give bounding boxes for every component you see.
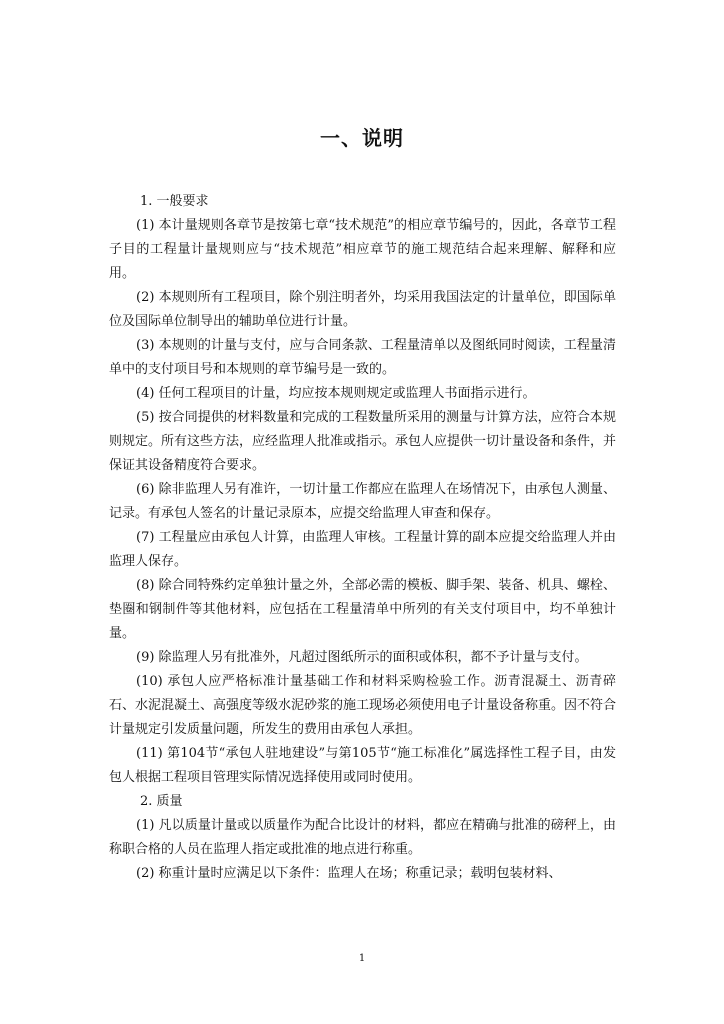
section-heading-general-requirements: 1. 一般要求	[140, 194, 209, 209]
paragraph-9: (9) 除监理人另有批准外，凡超过图纸所示的面积或体积，都不予计量与支付。	[136, 650, 588, 665]
paragraph-5: (5) 按合同提供的材料数量和完成的工程数量所采用的测量与计算方法，应符合本规则规定。所有这些方法，应经监理人批准或指示。承包人应提供一切计量设备和条件，并保证其设备精度符合要求。	[109, 410, 617, 473]
paragraph-4: (4) 任何工程项目的计量，均应按本规则规定或监理人书面指示进行。	[136, 386, 536, 401]
paragraph-2: (2) 本规则所有工程项目，除个别注明者外，均采用我国法定的计量单位，即国际单位及国际单位制导出的辅助单位进行计量。	[109, 290, 616, 329]
page-title: 一、说明	[320, 126, 404, 150]
paragraph-11: (11) 第104节“承包人驻地建设”与第105节“施工标准化”属选择性工程子目，由发包人根据工程项目管理实际情况选择使用或同时使用。	[109, 746, 616, 785]
paragraph-6: (6) 除非监理人另有准许，一切计量工作都应在监理人在场情况下，由承包人测量、记录。有承包人签名的计量记录原本，应提交给监理人审查和保存。	[109, 482, 616, 521]
quality-paragraph-2: (2) 称重计量时应满足以下条件：监理人在场；称重记录；载明包装材料、	[136, 866, 562, 881]
paragraph-10: (10) 承包人应严格标准计量基础工作和材料采购检验工作。沥青混凝土、沥青碎石、水泥混凝土、高强度等级水泥砂浆的施工现场必须使用电子计量设备称重。因不符合计量规定引发质量问题，所发生的费用由承包人承担。	[109, 674, 617, 737]
paragraph-8: (8) 除合同特殊约定单独计量之外，全部必需的模板、脚手架、装备、机具、螺栓、垫圈和钢制件等其他材料，应包括在工程量清单中所列的有关支付项目中，均不单独计量。	[109, 578, 616, 641]
paragraph-1: (1) 本计量规则各章节是按第七章“技术规范”的相应章节编号的，因此，各章节工程子目的工程量计量规则应与“技术规范”相应章节的施工规范结合起来理解、解释和应用。	[109, 218, 616, 281]
paragraph-3: (3) 本规则的计量与支付，应与合同条款、工程量清单以及图纸同时阅读，工程量清单中的支付项目号和本规则的章节编号是一致的。	[109, 338, 616, 377]
page-number: 1	[358, 953, 366, 964]
quality-paragraph-1: (1) 凡以质量计量或以质量作为配合比设计的材料，都应在精确与批准的磅秤上，由称职合格的人员在监理人指定或批准的地点进行称重。	[109, 818, 616, 857]
document-body	[109, 190, 616, 886]
paragraph-7: (7) 工程量应由承包人计算，由监理人审核。工程量计算的副本应提交给监理人并由监理人保存。	[109, 530, 616, 569]
section-heading-quality: 2. 质量	[140, 794, 183, 809]
